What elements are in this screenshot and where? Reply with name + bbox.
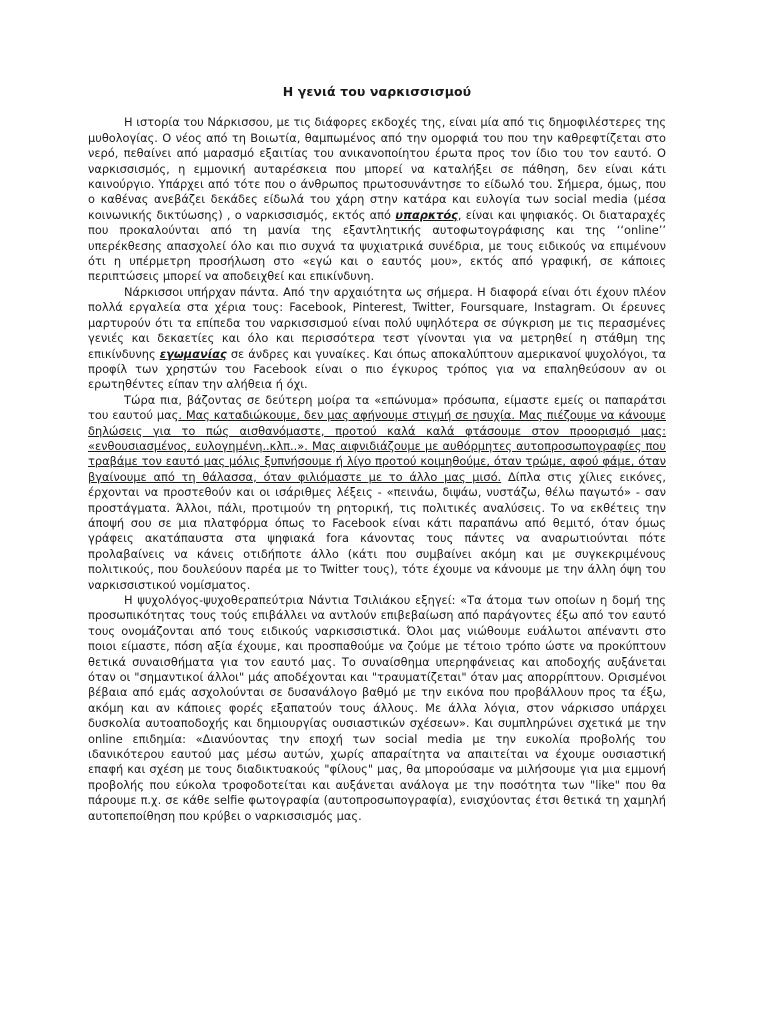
text-run: Τώρα πια, βάζοντας σε δεύτερη μοίρα τα «επώνυμα» πρόσωπα, είμαστε εμείς οι παπαράτσι του εαυτού μας (88, 392, 666, 423)
emphasized-word: εγωμανίας (159, 346, 227, 361)
document-page (88, 84, 666, 824)
paragraph-4 (88, 593, 666, 824)
text-run: Η ιστορία του Νάρκισσου, με τις διάφορες εκδοχές της, είναι μία από τις δημοφιλέστερες της μυθολογίας. Ο νέος από τη Βοιωτία, θαμπωμένος από την ομορφιά του που την καθρεφτίζεται στο νερό, πεθαίνει από μαρασμό εξαιτίας του ανικανοποίητου έρωτα προς τον ίδιο του τον εαυτό. Ο ναρκισσισμός, η εμμονική αυταρέσκεια που μπορεί να καταλήξει σε πάθηση, δεν είναι κάτι καινούργιο. Υπάρχει από τότε που ο άνθρωπος πρωτοσυνάντησε το είδωλό του. Σήμερα, όμως, που ο καθένας ανεβάζει δεκάδες είδωλά του χάρη στην κατάρα και ευλογία των social media (μέσα κοινωνικής δικτύωσης) , ο ναρκισσισμός, εκτός από (88, 115, 666, 222)
text-run: Νάρκισσοι υπήρχαν πάντα. Από την αρχαιότητα ως σήμερα. Η διαφορά είναι ότι έχουν πλέον πολλά εργαλεία στα χέρια τους: Facebook, Pinterest, Twitter, Foursquare, Instagram. Οι έρευνες μαρτυρούν ότι τα επίπεδα του ναρκισσισμού είναι πολύ υψηλότερα σε σύγκριση με τις περασμένες γενιές και δεκαετίες και όλο και περισσότερα τεστ γίνονται για να μετρηθεί η στάθμη της επικίνδυνης (88, 284, 666, 361)
emphasized-word: υπαρκτός (395, 207, 458, 222)
text-run: Η ψυχολόγος-ψυχοθεραπεύτρια Νάντια Τσιλιάκου εξηγεί: «Τα άτομα των οποίων η δομή της προσωπικότητας τους τούς επιβάλλει να αντλούν επιβεβαίωση από παράγοντες έξω από τον εαυτό τους ονομάζονται από τους ειδικούς ναρκισσιστικά. Όλοι μας νιώθουμε ευάλωτοι απέναντι στο ποιοι είμαστε, πόση αξία έχουμε, και προσπαθούμε να ζούμε με τέτοιο τρόπο ώστε να προκύπτουν θετικά συναισθήματα για τον εαυτό μας. Το συναίσθημα υπερηφάνειας και αποδοχής αυξάνεται όταν οι "σημαντικοί άλλοι" μάς αποδέχονται και "τραυματίζεται" όταν μας απορρίπτουν. Ορισμένοι βέβαια από εμάς ασχολούνται σε δυσανάλογο βαθμό με την εικόνα που προβάλλουν προς τα έξω, ακόμη και αν κάποιες φορές εξαπατούν τους άλλους. Με άλλα λόγια, στον νάρκισσο υπάρχει δυσκολία αυτοαποδοχής και δημιουργίας ουσιαστικών σχέσεων». Και συμπληρώνει σχετικά με την online επιδημία: «Διανύοντας την εποχή των social media με την ευκολία προβολής του ιδανικότερου εαυτού μας μέσω αυτών, χωρίς απαραίτητα να απαιτείται να έχουμε ουσιαστική επαφή και σχέση με τους διαδικτυακούς "φίλους" μας, θα μπορούσαμε να μιλήσουμε για μια εμμονή προβολής που εύκολα τροφοδοτείται και αυξάνεται ανάλογα με την ποσότητα των "like" που θα πάρουμε π.χ. σε κάθε selfie φωτογραφία (αυτοπροσωπογραφία), ενισχύοντας έτσι θετικά τη χαμηλή αυτοπεποίθηση που κρύβει ο ναρκισσισμός μας. (88, 593, 666, 823)
text-run: , είναι και ψηφιακός. Οι διαταραχές που προκαλούνται από τη μανία της εξαντλητικής αυτοφωτογράφισης και της ‘‘online’’ υπερέκθεσης απασχολεί όλο και πιο συχνά τα ψυχιατρικά συνέδρια, με τους ειδικούς να επιμένουν ότι η υπέρμετρη προσήλωση στο «εγώ και ο εαυτός μου», εκτός από γραφική, σε κάποιες περιπτώσεις μπορεί να αποδειχθεί και επικίνδυνη. (88, 207, 666, 284)
paragraph-3 (88, 393, 666, 593)
underlined-passage: . Μας καταδιώκουμε, δεν μας αφήνουμε στιγμή σε ησυχία. Μας πιέζουμε να κάνουμε δηλώσεις για το πώς αισθανόμαστε, προτού καλά καλά φτάσουμε στον προορισμό μας: «ενθουσιασμένος, ευλογημένη..κλπ..». Μας αιφνιδιάζουμε με αυθόρμητες αυτοπροσωπογραφίες που τραβάμε τον εαυτό μας μόλις ξυπνήσουμε ή λίγο προτού κοιμηθούμε, όταν τρώμε, αφού φάμε, όταν βγαίνουμε από τη θάλασσα, όταν φιλιόμαστε με το άλλο μας μισό. (88, 408, 666, 484)
document-title: Η γενιά του ναρκισσισμού (282, 84, 472, 99)
paragraph-1 (88, 115, 666, 284)
paragraph-2 (88, 285, 666, 393)
text-run: σε άνδρες και γυναίκες. Και όπως αποκαλύπτουν αμερικανοί ψυχολόγοι, τα προφίλ των χρηστών του Facebook είναι ο πιο έγκυρος τρόπος για να επαληθεύσουν αν οι ερωτηθέντες είπαν την αλήθεια ή όχι. (88, 346, 666, 392)
text-run: Δίπλα στις χίλιες εικόνες, έρχονται να προστεθούν και οι ισάριθμες λέξεις - «πεινάω, διψάω, νυστάζω, θέλω παγωτό» - σαν προστάγματα. Άλλοι, πάλι, προτιμούν τη ρητορική, τις πολιτικές αναλύσεις. Το να εκθέτεις την άποψή σου σε μια πλατφόρμα όπως το Facebook είναι κάτι παραπάνω από θεμιτό, όταν όμως γράφεις ακατάπαυστα στα ψηφιακά fora κάνοντας τους πάντες να αναρωτιούνται πότε προλαβαίνεις να κάνεις οτιδήποτε άλλο (κάτι που συμβαίνει ακόμη και με συγκεκριμένους πολιτικούς, που δουλεύουν παρέα με το Twitter τους), τότε έχουμε να κάνουμε με την άλλη όψη του ναρκισσιστικού νομίσματος. (88, 469, 666, 592)
